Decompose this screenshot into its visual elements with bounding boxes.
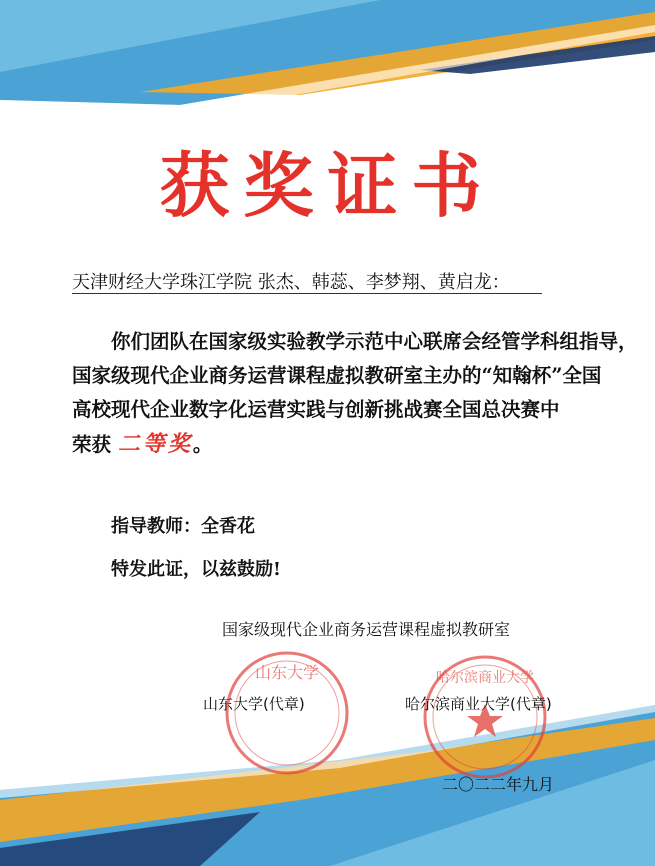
award-suffix: 。 (192, 433, 213, 456)
award-prefix: 荣获 (72, 433, 112, 456)
body-line-1: 你们团队在国家级实验教学示范中心联席会经管学科组指导， (111, 330, 638, 353)
body-line-4 (72, 427, 617, 462)
advisor: 指导教师：全香花 (111, 516, 255, 537)
award-level: 二等奖 (117, 431, 193, 457)
certificate-body (72, 325, 638, 462)
seal-1-text: 山东大学 (254, 663, 320, 682)
issue-date: 二〇二二年九月 (442, 775, 555, 794)
certificate-title: 获奖证书 (159, 144, 496, 227)
signatory-2: 哈尔滨商业大学(代章) (405, 695, 552, 713)
recipient-line: 天津财经大学珠江学院 张杰、韩蕊、李梦翔、黄启龙： (72, 272, 510, 293)
organizer: 国家级现代企业商务运营课程虚拟教研室 (222, 620, 511, 639)
recipient-underline (72, 293, 542, 294)
seal-2 (420, 652, 550, 782)
seal-2-text: 哈尔滨商业大学 (436, 670, 534, 686)
signatory-1: 山东大学(代章) (203, 695, 305, 713)
body-line-2: 国家级现代企业商务运营课程虚拟教研室主办的“知翰杯”全国 (72, 364, 602, 387)
body-line-3: 高校现代企业数字化运营实践与创新挑战赛全国总决赛中 (72, 398, 560, 421)
closing-text: 特发此证，以兹鼓励! (111, 559, 281, 580)
